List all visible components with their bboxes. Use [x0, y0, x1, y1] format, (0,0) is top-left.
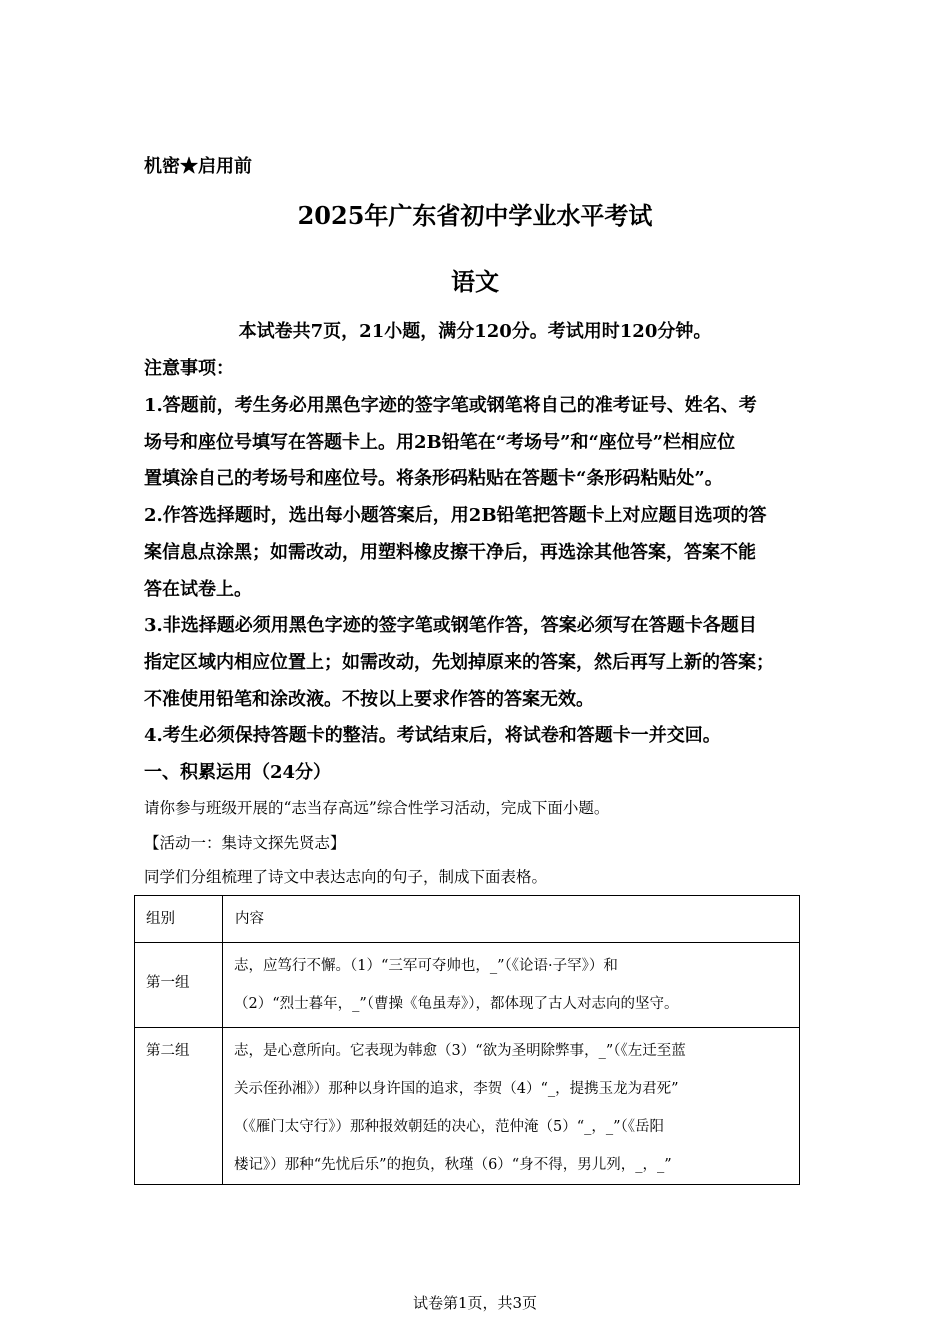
note-line: 不准使用铅笔和涂改液。不按以上要求作答的答案无效。 [144, 689, 594, 710]
exam-title: 2025年广东省初中学业水平考试 [297, 201, 653, 230]
group-label: 第二组 [146, 1043, 190, 1059]
content-cell [223, 1028, 800, 1185]
subject-title: 语文 [451, 267, 499, 296]
activity-title: 【活动一：集诗文探先贤志】 [144, 834, 346, 852]
note-line: 答在试卷上。 [144, 579, 252, 600]
note-line: 3.非选择题必须用黑色字迹的签字笔或钢笔作答，答案必须写在答题卡各题目 [144, 615, 757, 636]
classified-mark: 机密★启用前 [144, 156, 252, 177]
note-line: 置填涂自己的考场号和座位号。将条形码粘贴在答题卡“条形码粘贴处”。 [144, 468, 723, 489]
table-header-row [135, 896, 800, 943]
content-line: 志，应笃行不懈。（1）“三军可夺帅也，_”（《论语·子罕》）和 [234, 958, 618, 974]
header-cell-group [135, 896, 223, 943]
page-footer: 试卷第1页，共3页 [412, 1294, 538, 1312]
header-group-label: 组别 [146, 911, 175, 927]
content-cell [223, 943, 800, 1028]
group-cell [135, 1028, 223, 1185]
notes-heading: 注意事项： [144, 358, 234, 379]
group-label: 第一组 [146, 975, 190, 991]
content-line: （2）“烈士暮年，_”（曹操《龟虽寿》），都体现了古人对志向的坚守。 [234, 996, 679, 1012]
note-line: 场号和座位号填写在答题卡上。用2B铅笔在“考场号”和“座位号”栏相应位 [144, 432, 736, 453]
group-cell [135, 943, 223, 1028]
note-line: 指定区域内相应位置上；如需改动，先划掉原来的答案，然后再写上新的答案； [144, 652, 774, 673]
table-row [135, 1028, 800, 1185]
section-heading: 一、积累运用（24分） [144, 762, 332, 783]
content-line: 关示侄孙湘》）那种以身许国的追求，李贺（4）“_，提携玉龙为君死” [234, 1081, 679, 1097]
content-line: （《雁门太守行》）那种报效朝廷的决心，范仲淹（5）“_，_”（《岳阳 [234, 1119, 665, 1135]
note-line: 2.作答选择题时，选出每小题答案后，用2B铅笔把答题卡上对应题目选项的答 [144, 505, 767, 526]
section-intro: 请你参与班级开展的“志当存高远”综合性学习活动，完成下面小题。 [144, 799, 610, 817]
table-row [135, 943, 800, 1028]
note-line: 1.答题前，考生务必用黑色字迹的签字笔或钢笔将自己的准考证号、姓名、考 [144, 395, 757, 416]
content-line: 楼记》）那种“先忧后乐”的抱负，秋瑾（6）“身不得，男儿列，_，_” [234, 1157, 672, 1173]
header-cell-content [223, 896, 800, 943]
poetry-table [134, 895, 800, 1185]
note-line: 4.考生必须保持答题卡的整洁。考试结束后，将试卷和答题卡一并交回。 [144, 725, 721, 746]
header-content-label: 内容 [235, 911, 264, 927]
exam-summary: 本试卷共7页，21小题，满分120分。考试用时120分钟。 [238, 321, 712, 342]
content-line: 志，是心意所向。它表现为韩愈（3）“欲为圣明除弊事，_”（《左迁至蓝 [234, 1043, 686, 1059]
note-line: 案信息点涂黑；如需改动，用塑料橡皮擦干净后，再选涂其他答案，答案不能 [144, 542, 756, 563]
table-intro: 同学们分组梳理了诗文中表达志向的句子，制成下面表格。 [144, 868, 548, 886]
